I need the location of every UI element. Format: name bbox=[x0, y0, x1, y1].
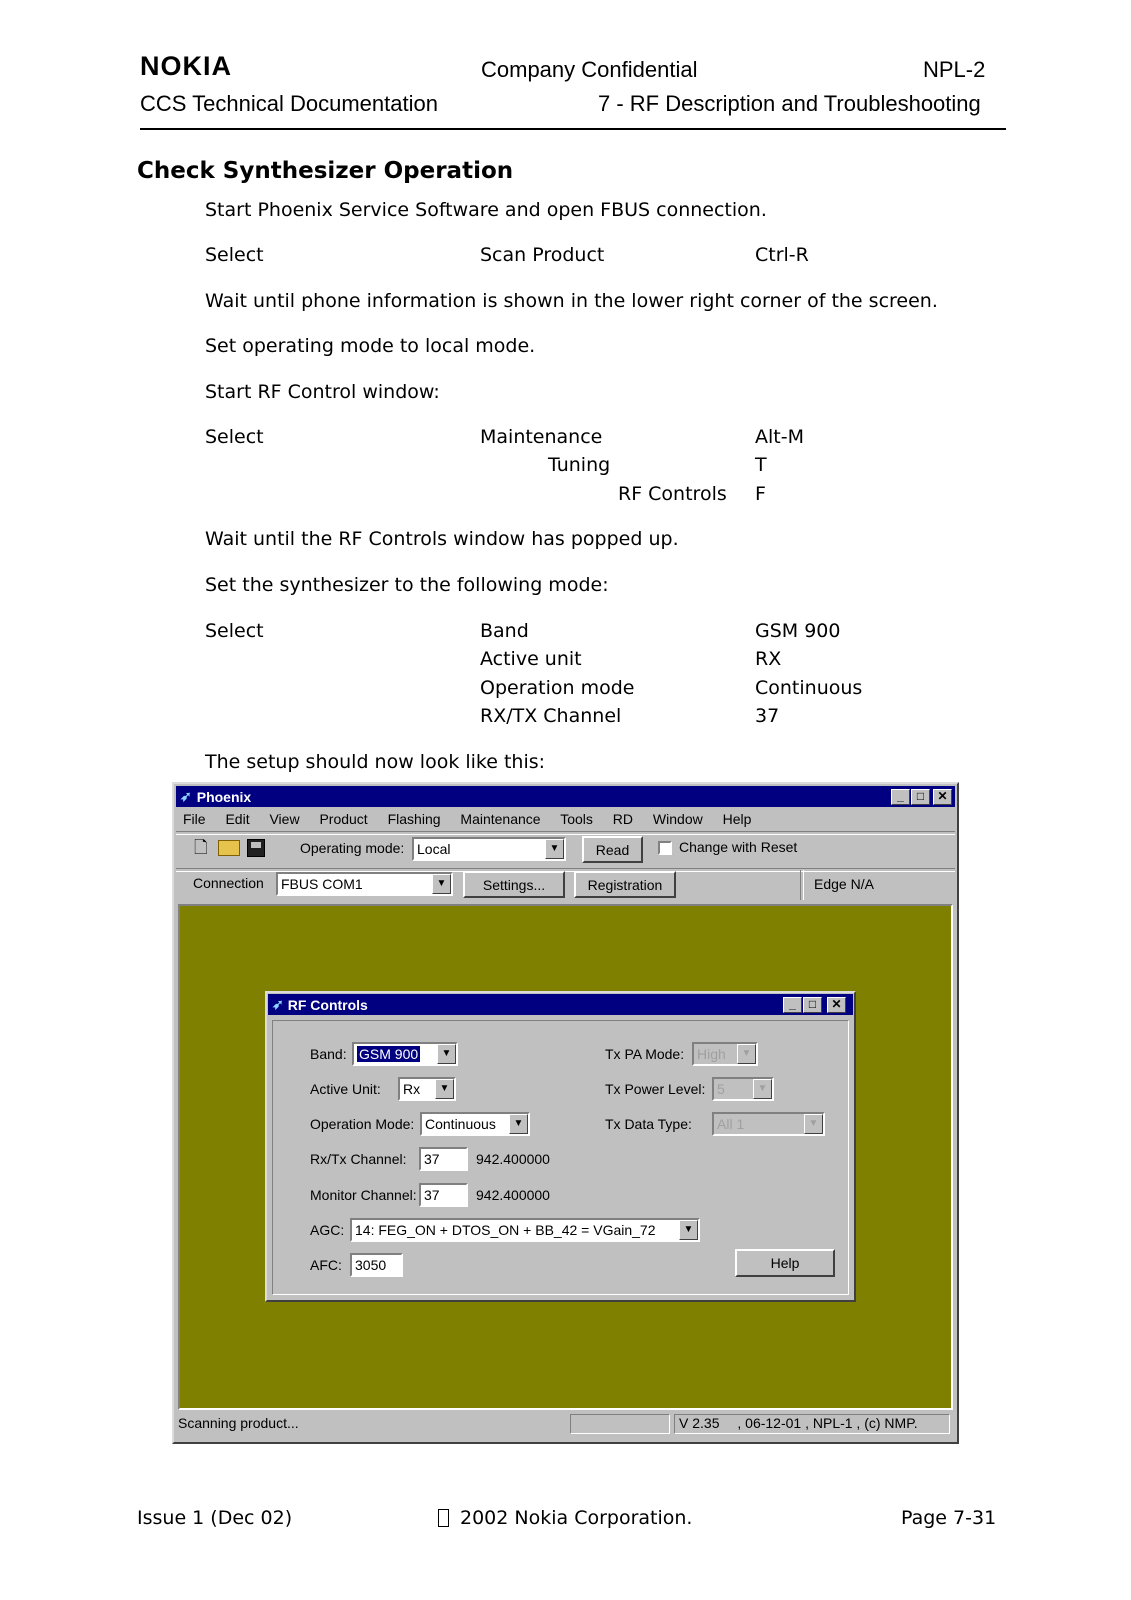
rxtx-channel-label: Rx/Tx Channel: bbox=[310, 1151, 407, 1167]
status-version-pane bbox=[674, 1414, 950, 1434]
help-button[interactable]: Help bbox=[735, 1249, 835, 1277]
operation-mode-select[interactable] bbox=[420, 1112, 530, 1136]
tx-data-type-value: All 1 bbox=[717, 1116, 745, 1132]
status-version: V 2.35 bbox=[679, 1415, 720, 1431]
tx-power-level-select[interactable] bbox=[712, 1077, 774, 1101]
connection-value: FBUS COM1 bbox=[281, 876, 363, 892]
paragraph: Set operating mode to local mode. bbox=[205, 335, 536, 357]
rf-controls-window bbox=[265, 991, 856, 1302]
mode-key: Operation mode bbox=[480, 677, 635, 699]
change-with-reset-checkbox[interactable] bbox=[658, 841, 672, 855]
menu-path-item: Tuning bbox=[548, 454, 611, 476]
close-icon[interactable]: ✕ bbox=[933, 789, 952, 805]
read-button[interactable]: Read bbox=[582, 836, 643, 863]
agc-label: AGC: bbox=[310, 1222, 345, 1238]
monitor-frequency: 942.400000 bbox=[476, 1187, 550, 1203]
phoenix-menubar bbox=[183, 811, 767, 827]
menu-view[interactable]: View bbox=[269, 811, 300, 827]
menu-help[interactable]: Help bbox=[722, 811, 752, 827]
menu-maintenance[interactable]: Maintenance bbox=[460, 811, 541, 827]
connection-select[interactable] bbox=[276, 872, 453, 896]
menu-path-item: RF Controls bbox=[618, 483, 727, 505]
paragraph: Wait until the RF Controls window has popped up. bbox=[205, 528, 679, 550]
menu-flashing[interactable]: Flashing bbox=[387, 811, 441, 827]
menu-edit[interactable]: Edit bbox=[225, 811, 250, 827]
phoenix-titlebar bbox=[176, 786, 955, 807]
paragraph: The setup should now look like this: bbox=[205, 751, 546, 773]
mode-key: RX/TX Channel bbox=[480, 705, 622, 727]
chevron-down-icon[interactable]: ▼ bbox=[435, 1079, 454, 1099]
close-icon[interactable]: ✕ bbox=[827, 997, 846, 1013]
model-label: NPL-2 bbox=[923, 57, 986, 82]
menu-window[interactable]: Window bbox=[652, 811, 703, 827]
settings-button[interactable]: Settings... bbox=[463, 871, 565, 898]
doc-title: CCS Technical Documentation bbox=[140, 91, 438, 116]
open-folder-icon[interactable] bbox=[218, 840, 240, 856]
afc-input[interactable]: 3050 bbox=[350, 1253, 403, 1277]
registration-button[interactable]: Registration bbox=[574, 871, 676, 898]
paragraph: Start Phoenix Service Software and open FBUS connection. bbox=[205, 199, 767, 221]
tx-data-type-label: Tx Data Type: bbox=[605, 1116, 692, 1132]
monitor-channel-label: Monitor Channel: bbox=[310, 1187, 417, 1203]
maximize-icon[interactable]: □ bbox=[803, 997, 822, 1013]
select-label: Select bbox=[205, 620, 264, 642]
phoenix-title: Phoenix bbox=[196, 788, 252, 805]
select-label: Select bbox=[205, 426, 264, 448]
tx-pa-mode-select[interactable] bbox=[692, 1042, 758, 1066]
scan-product-label: Scan Product bbox=[480, 244, 605, 266]
band-select[interactable] bbox=[352, 1042, 458, 1066]
status-text: Scanning product... bbox=[178, 1415, 299, 1431]
operating-mode-select[interactable] bbox=[412, 837, 566, 861]
header-rule bbox=[140, 128, 1006, 130]
section-title: 7 - RF Description and Troubleshooting bbox=[598, 91, 981, 116]
tx-power-level-label: Tx Power Level: bbox=[605, 1081, 706, 1097]
menu-tools[interactable]: Tools bbox=[560, 811, 593, 827]
shortcut-label: T bbox=[755, 454, 767, 476]
menu-product[interactable]: Product bbox=[319, 811, 368, 827]
menu-path-item: Maintenance bbox=[480, 426, 603, 448]
footer-copyright: 2002 Nokia Corporation. bbox=[460, 1507, 693, 1529]
edge-status: Edge N/A bbox=[814, 876, 874, 892]
chevron-down-icon[interactable]: ▼ bbox=[437, 1044, 456, 1064]
new-file-icon[interactable]: 🗋 bbox=[194, 838, 208, 857]
active-unit-select[interactable] bbox=[398, 1077, 456, 1101]
select-label: Select bbox=[205, 244, 264, 266]
phoenix-window bbox=[172, 782, 959, 1444]
agc-select[interactable] bbox=[350, 1218, 700, 1242]
paragraph: Set the synthesizer to the following mode: bbox=[205, 574, 609, 596]
mode-value: GSM 900 bbox=[755, 620, 841, 642]
phoenix-app-icon: ➶ bbox=[180, 788, 192, 804]
footer-page: Page 7-31 bbox=[901, 1507, 997, 1529]
band-label: Band: bbox=[310, 1046, 347, 1062]
shortcut-label: Ctrl-R bbox=[755, 244, 809, 266]
rxtx-channel-input[interactable]: 37 bbox=[419, 1147, 468, 1171]
active-unit-label: Active Unit: bbox=[310, 1081, 381, 1097]
chevron-down-icon[interactable]: ▼ bbox=[804, 1114, 823, 1134]
afc-label: AFC: bbox=[310, 1257, 342, 1273]
shortcut-label: F bbox=[755, 483, 766, 505]
tx-data-type-select[interactable] bbox=[712, 1112, 825, 1136]
connection-label: Connection bbox=[193, 875, 264, 891]
tx-pa-mode-value: High bbox=[697, 1046, 726, 1062]
chevron-down-icon[interactable]: ▼ bbox=[753, 1079, 772, 1099]
operating-mode-label: Operating mode: bbox=[300, 840, 405, 856]
chevron-down-icon[interactable]: ▼ bbox=[509, 1114, 528, 1134]
paragraph: Start RF Control window: bbox=[205, 381, 440, 403]
chevron-down-icon[interactable]: ▼ bbox=[679, 1220, 698, 1240]
toolbar-separator bbox=[800, 870, 804, 900]
chevron-down-icon[interactable]: ▼ bbox=[432, 874, 451, 894]
confidential-label: Company Confidential bbox=[481, 57, 698, 82]
mode-value: 37 bbox=[755, 705, 780, 727]
minimize-icon[interactable]: _ bbox=[891, 789, 910, 805]
operating-mode-value: Local bbox=[417, 841, 451, 857]
status-progress-pane bbox=[570, 1414, 670, 1434]
save-icon[interactable] bbox=[247, 839, 265, 857]
rf-title: RF Controls bbox=[287, 996, 368, 1013]
footer-issue: Issue 1 (Dec 02) bbox=[137, 1507, 293, 1529]
mode-value: RX bbox=[755, 648, 782, 670]
maximize-icon[interactable]: □ bbox=[911, 789, 930, 805]
active-unit-value: Rx bbox=[403, 1081, 421, 1097]
page-heading: Check Synthesizer Operation bbox=[137, 158, 514, 184]
change-with-reset-label: Change with Reset bbox=[679, 839, 798, 855]
rf-app-icon: ➶ bbox=[272, 996, 284, 1012]
toolbar-divider bbox=[176, 831, 955, 835]
tx-pa-mode-label: Tx PA Mode: bbox=[605, 1046, 685, 1062]
mode-value: Continuous bbox=[755, 677, 863, 699]
mode-key: Band bbox=[480, 620, 529, 642]
rf-titlebar bbox=[268, 994, 853, 1015]
rxtx-frequency: 942.400000 bbox=[476, 1151, 550, 1167]
paragraph: Wait until phone information is shown in the lower right corner of the screen. bbox=[205, 290, 938, 312]
minimize-icon[interactable]: _ bbox=[783, 997, 802, 1013]
status-product-info: , 06-12-01 , NPL-1 , (c) NMP. bbox=[737, 1415, 918, 1431]
chevron-down-icon[interactable]: ▼ bbox=[545, 839, 564, 859]
operation-mode-value: Continuous bbox=[425, 1116, 496, 1132]
agc-value: 14: FEG_ON + DTOS_ON + BB_42 = VGain_72 bbox=[355, 1222, 656, 1238]
menu-file[interactable]: File bbox=[183, 811, 206, 827]
tx-power-level-value: 5 bbox=[717, 1081, 725, 1097]
mode-key: Active unit bbox=[480, 648, 582, 670]
shortcut-label: Alt-M bbox=[755, 426, 804, 448]
menu-rd[interactable]: RD bbox=[612, 811, 634, 827]
chevron-down-icon[interactable]: ▼ bbox=[737, 1044, 756, 1064]
monitor-channel-input[interactable]: 37 bbox=[419, 1183, 468, 1207]
nokia-logo: NOKIA bbox=[140, 51, 232, 81]
copyright-symbol-icon bbox=[438, 1509, 449, 1527]
operation-mode-label: Operation Mode: bbox=[310, 1116, 415, 1132]
band-value: GSM 900 bbox=[359, 1046, 419, 1062]
